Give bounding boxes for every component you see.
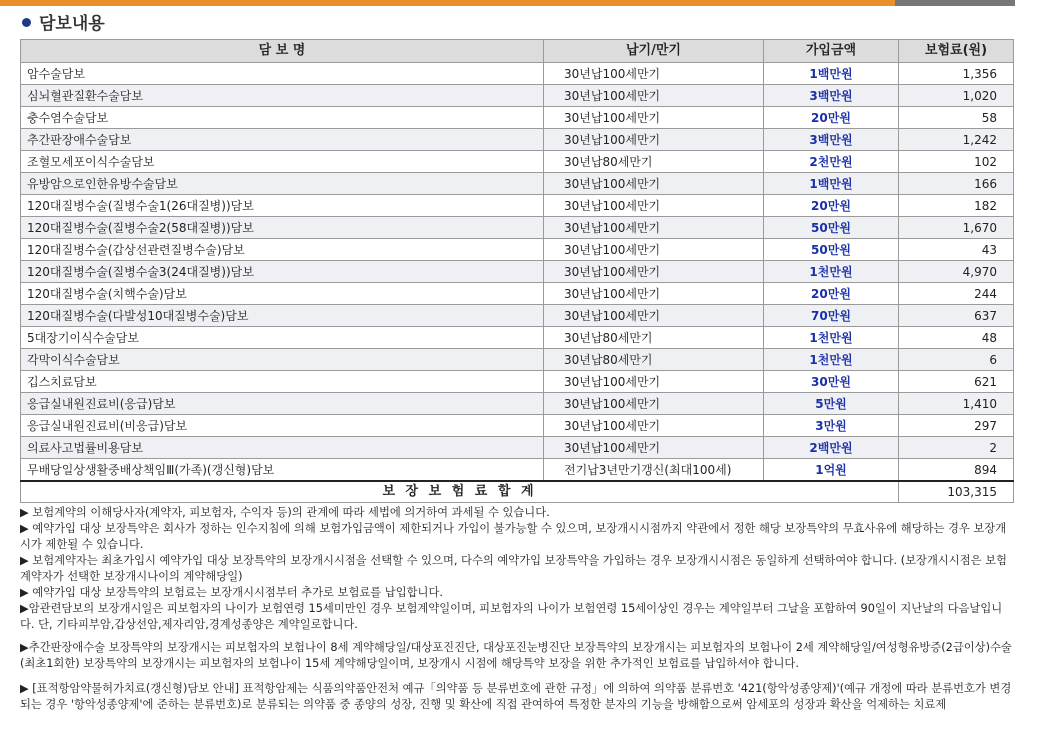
coverage-name: 각막이식수술담보 <box>21 349 544 371</box>
coverage-premium: 244 <box>899 283 1014 305</box>
coverage-premium: 166 <box>899 173 1014 195</box>
coverage-name: 120대질병수술(다발성10대질병수술)담보 <box>21 305 544 327</box>
coverage-name: 암수술담보 <box>21 63 544 85</box>
table-row <box>21 129 1014 151</box>
coverage-name: 5대장기이식수술담보 <box>21 327 544 349</box>
coverage-name: 의료사고법률비용담보 <box>21 437 544 459</box>
coverage-amount: 50만원 <box>764 239 899 261</box>
coverage-amount: 1천만원 <box>764 327 899 349</box>
note-item: ▶ [표적항암약물허가치료(갱신형)담보 안내] 표적항암제는 식품의약품안전처 예규「의약품 등 분류번호에 관한 규정」에 의하여 의약품 분류번호 '421(항악성종양제)'(예규 개정에 따라 분류번호가 변경되는 경우 '항악성종양제'에 준하는 분류번호)로 분류되는 의약품 중 종양의 성장, 진행 및 확산에 직접 관여하여 특정한 분자의 기능을 방해함으로써 암세포의 성장과 확산을 억제하는 치료제 <box>20 682 1012 711</box>
table-row <box>21 437 1014 459</box>
header-premium: 보험료(원) <box>899 40 1014 63</box>
coverage-name: 120대질병수술(갑상선관련질병수술)담보 <box>21 239 544 261</box>
coverage-term: 30년납100세만기 <box>544 129 764 151</box>
coverage-term: 30년납100세만기 <box>544 393 764 415</box>
coverage-name: 120대질병수술(질병수술3(24대질병))담보 <box>21 261 544 283</box>
header-amount: 가입금액 <box>764 40 899 63</box>
coverage-name: 응급실내원진료비(비응급)담보 <box>21 415 544 437</box>
coverage-premium: 2 <box>899 437 1014 459</box>
coverage-premium: 297 <box>899 415 1014 437</box>
note-item: ▶ 예약가입 대상 보장특약의 보험료는 보장개시시점부터 추가로 보험료를 납입합니다. <box>20 586 443 599</box>
note-item: ▶ 예약가입 대상 보장특약은 회사가 정하는 인수지침에 의해 보험가입금액이 제한되거나 가입이 불가능할 수 있으며, 보장개시시점까지 약관에서 정한 해당 보장특약의 무효사유에 해당하는 경우 보장개시가 제한될 수 있습니다. <box>20 522 1007 551</box>
coverage-term: 30년납100세만기 <box>544 173 764 195</box>
coverage-name: 유방암으로인한유방수술담보 <box>21 173 544 195</box>
coverage-premium: 1,356 <box>899 63 1014 85</box>
bullet-dot-icon <box>22 18 31 27</box>
coverage-amount: 5만원 <box>764 393 899 415</box>
table-row <box>21 195 1014 217</box>
coverage-term: 30년납80세만기 <box>544 327 764 349</box>
coverage-term: 30년납100세만기 <box>544 107 764 129</box>
table-row <box>21 305 1014 327</box>
coverage-amount: 20만원 <box>764 283 899 305</box>
coverage-term: 30년납100세만기 <box>544 261 764 283</box>
note-item: ▶ 보험계약의 이해당사자(계약자, 피보험자, 수익자 등)의 관계에 따라 세법에 의거하여 과세될 수 있습니다. <box>20 506 550 519</box>
coverage-name: 추간판장애수술담보 <box>21 129 544 151</box>
section-title: 담보내용 <box>39 14 105 34</box>
coverage-name: 심뇌혈관질환수술담보 <box>21 85 544 107</box>
accent-bar-orange <box>0 0 895 6</box>
table-row <box>21 151 1014 173</box>
total-row <box>21 481 1014 503</box>
table-row <box>21 415 1014 437</box>
coverage-premium: 621 <box>899 371 1014 393</box>
coverage-amount: 1천만원 <box>764 261 899 283</box>
note-item: ▶암관련담보의 보장개시일은 피보험자의 나이가 보험연령 15세미만인 경우 보험계약일이며, 피보험자의 나이가 보험연령 15세이상인 경우는 계약일부터 그날을 포함하여 90일이 지난날의 다음날입니다. 단, 기타피부암,갑상선암,제자리암,경계성종양은 계약일로합니다. <box>20 602 1003 631</box>
coverage-amount: 20만원 <box>764 195 899 217</box>
coverage-amount: 2백만원 <box>764 437 899 459</box>
table-row <box>21 261 1014 283</box>
accent-bar-gray <box>895 0 1015 6</box>
coverage-amount: 3만원 <box>764 415 899 437</box>
note-item: ▶추간판장애수술 보장특약의 보장개시는 피보험자의 보험나이 8세 계약해당일/대상포진진단, 대상포진눈병진단 보장특약의 보장개시는 피보험자의 보험나이 2세 계약해당일/여성형유방증(2급이상)수술(최초1회한) 보장특약의 보장개시는 피보험자의 보험나이 15세 계약해당일이며, 보장개시 시점에 해당특약 보장을 위한 추가적인 보험료를 납입하셔야 합니다. <box>20 641 1012 670</box>
notes <box>20 505 1016 713</box>
coverage-premium: 182 <box>899 195 1014 217</box>
table-row <box>21 327 1014 349</box>
coverage-name: 120대질병수술(치핵수술)담보 <box>21 283 544 305</box>
coverage-name: 조혈모세포이식수술담보 <box>21 151 544 173</box>
coverage-term: 30년납80세만기 <box>544 349 764 371</box>
table-row <box>21 283 1014 305</box>
table-row <box>21 239 1014 261</box>
coverage-premium: 637 <box>899 305 1014 327</box>
table-row <box>21 371 1014 393</box>
coverage-premium: 43 <box>899 239 1014 261</box>
coverage-term: 30년납100세만기 <box>544 217 764 239</box>
section-heading <box>22 9 105 34</box>
coverage-term: 30년납100세만기 <box>544 195 764 217</box>
coverage-amount: 3백만원 <box>764 129 899 151</box>
coverage-name: 충수염수술담보 <box>21 107 544 129</box>
coverage-term: 30년납100세만기 <box>544 371 764 393</box>
coverage-term: 30년납100세만기 <box>544 283 764 305</box>
table-row <box>21 393 1014 415</box>
coverage-term: 30년납100세만기 <box>544 305 764 327</box>
table-row <box>21 217 1014 239</box>
table-row <box>21 173 1014 195</box>
coverage-premium: 4,970 <box>899 261 1014 283</box>
header-name: 담 보 명 <box>21 40 544 63</box>
coverage-premium: 894 <box>899 459 1014 482</box>
note-item: ▶ 보험계약자는 최초가입시 예약가입 대상 보장특약의 보장개시시점을 선택할 수 있으며, 다수의 예약가입 보장특약을 가입하는 경우 보장개시시점은 동일하게 선택하여야 합니다. (보장개시시점은 보험계약자가 선택한 보장개시나이의 계약해당일) <box>20 554 1007 583</box>
coverage-amount: 20만원 <box>764 107 899 129</box>
coverage-name: 120대질병수술(질병수술1(26대질병))담보 <box>21 195 544 217</box>
coverage-amount: 3백만원 <box>764 85 899 107</box>
coverage-name: 120대질병수술(질병수술2(58대질병))담보 <box>21 217 544 239</box>
table-row <box>21 107 1014 129</box>
coverage-term: 전기납3년만기갱신(최대100세) <box>544 459 764 482</box>
table-row <box>21 459 1014 482</box>
coverage-amount: 50만원 <box>764 217 899 239</box>
top-accent-bar <box>0 0 1040 6</box>
coverage-term: 30년납80세만기 <box>544 151 764 173</box>
coverage-table <box>20 39 1014 503</box>
coverage-premium: 1,020 <box>899 85 1014 107</box>
coverage-term: 30년납100세만기 <box>544 415 764 437</box>
coverage-amount: 1천만원 <box>764 349 899 371</box>
coverage-amount: 2천만원 <box>764 151 899 173</box>
coverage-premium: 6 <box>899 349 1014 371</box>
table-row <box>21 85 1014 107</box>
total-value: 103,315 <box>899 481 1014 503</box>
coverage-amount: 1백만원 <box>764 173 899 195</box>
coverage-term: 30년납100세만기 <box>544 239 764 261</box>
coverage-amount: 1백만원 <box>764 63 899 85</box>
coverage-amount: 70만원 <box>764 305 899 327</box>
table-row <box>21 63 1014 85</box>
total-label: 보 장 보 험 료 합 계 <box>21 481 899 503</box>
coverage-term: 30년납100세만기 <box>544 85 764 107</box>
coverage-premium: 1,410 <box>899 393 1014 415</box>
coverage-premium: 1,670 <box>899 217 1014 239</box>
table-header-row <box>21 40 1014 63</box>
table-row <box>21 349 1014 371</box>
coverage-premium: 1,242 <box>899 129 1014 151</box>
coverage-name: 깁스치료담보 <box>21 371 544 393</box>
coverage-premium: 102 <box>899 151 1014 173</box>
coverage-name: 무배당일상생활중배상책임Ⅲ(가족)(갱신형)담보 <box>21 459 544 482</box>
coverage-amount: 30만원 <box>764 371 899 393</box>
coverage-term: 30년납100세만기 <box>544 63 764 85</box>
coverage-premium: 58 <box>899 107 1014 129</box>
coverage-premium: 48 <box>899 327 1014 349</box>
coverage-amount: 1억원 <box>764 459 899 482</box>
header-term: 납기/만기 <box>544 40 764 63</box>
coverage-name: 응급실내원진료비(응급)담보 <box>21 393 544 415</box>
coverage-term: 30년납100세만기 <box>544 437 764 459</box>
